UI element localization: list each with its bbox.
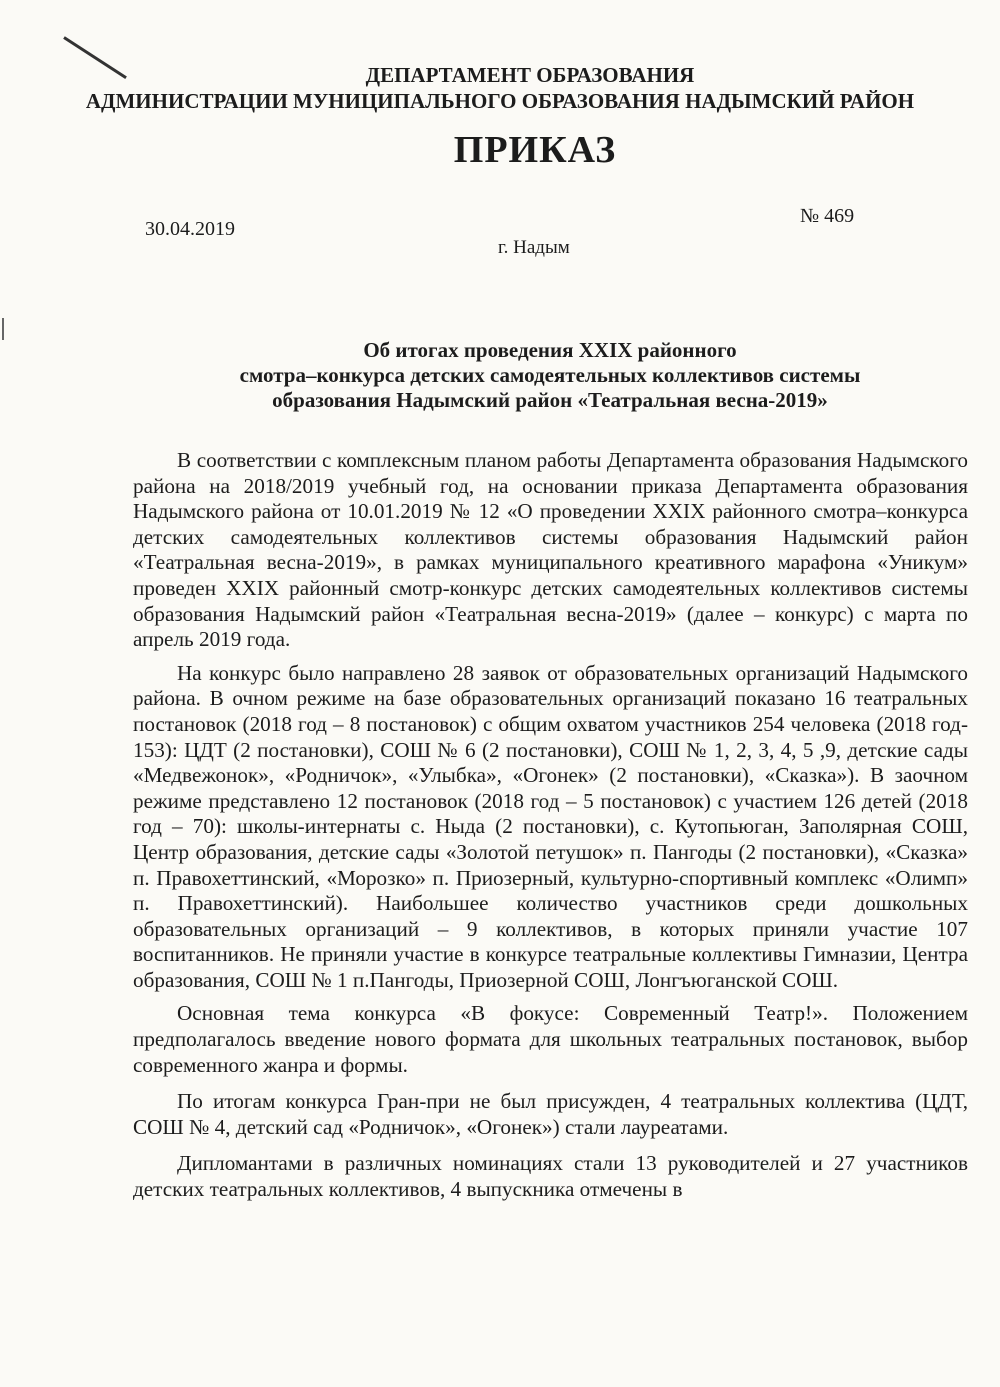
paragraph-3: Основная тема конкурса «В фокусе: Современный Театр!». Положением предполагалось введение нового формата для школьных театральных постановок, выбор современного жанра и формы. xyxy=(133,1001,968,1077)
subject-line-1: Об итогах проведения XXIX районного xyxy=(363,338,737,362)
paragraph-5: Дипломантами в различных номинациях стали 13 руководителей и 27 участников детских театральных коллективов, 4 выпускника отмечены в xyxy=(133,1151,968,1202)
header-line-2: АДМИНИСТРАЦИИ МУНИЦИПАЛЬНОГО ОБРАЗОВАНИЯ НАДЫМСКИЙ РАЙОН xyxy=(85,89,915,113)
paragraph-2: На конкурс было направлено 28 заявок от образовательных организаций Надымского района. В очном режиме на базе образовательных организаций показано 16 театральных постановок (2018 год – 8 постановок) с общим охватом участников 254 человека (2018 год- 153): ЦДТ (2 постановки), СОШ № 6 (2 постановки), СОШ № 1, 2, 3, 4, 5 ,9, детские сады «Медвежонок», «Родничок», «Улыбка», «Огонек» (2 постановки), «Сказка»). В заочном режиме представлено 12 постановок (2018 год – 5 постановок) с участием 126 детей (2018 год – 70): школы-интернаты с. Ныда (2 постановки), с. Кутопьюган, Заполярная СОШ, Центр образования, детские сады «Золотой петушок» п. Пангоды (2 постановки), «Сказка» п. Правохеттинский, «Морозко» п. Приозерный, культурно-спортивный комплекс «Олимп» п. Правохеттинский). Наибольшее количество участников среди дошкольных образовательных организаций – 9 коллективов, в которых приняли участие 107 воспитанников. Не приняли участие в конкурсе театральные коллективы Гимназии, Центра образования, СОШ № 1 п.Пангоды, Приозерной СОШ, Лонгъюганской СОШ. xyxy=(133,660,968,992)
order-body xyxy=(133,448,968,1203)
punch-mark xyxy=(2,318,12,340)
department-header xyxy=(0,62,1000,114)
subject-line-3: образования Надымский район «Театральная весна-2019» xyxy=(272,388,828,412)
document-type-title: ПРИКАЗ xyxy=(453,129,617,171)
subject-line-2: смотра–конкурса детских самодеятельных коллективов системы xyxy=(239,363,861,387)
order-date: 30.04.2019 xyxy=(145,218,235,240)
order-subject xyxy=(170,338,930,413)
order-number: № 469 xyxy=(800,205,855,227)
paragraph-1: В соответствии с комплексным планом работы Департамента образования Надымского района на 2018/2019 учебный год, на основании приказа Департамента образования Надымского района от 10.01.2019 № 12 «О проведении XXIX районного смотра–конкурса детских самодеятельных коллективов системы образования Надымский район «Театральная весна-2019», в рамках муниципального креативного марафона «Уникум» проведен XXIX районный смотр-конкурс детских самодеятельных коллективов системы образования Надымский район «Театральная весна-2019» (далее – конкурс) с марта по апрель 2019 года. xyxy=(133,448,968,652)
header-line-1: ДЕПАРТАМЕНТ ОБРАЗОВАНИЯ xyxy=(365,63,695,87)
paragraph-4: По итогам конкурса Гран-при не был присужден, 4 театральных коллектива (ЦДТ, СОШ № 4, детский сад «Родничок», «Огонек») стали лауреатами. xyxy=(133,1089,968,1139)
order-city: г. Надым xyxy=(498,237,570,258)
